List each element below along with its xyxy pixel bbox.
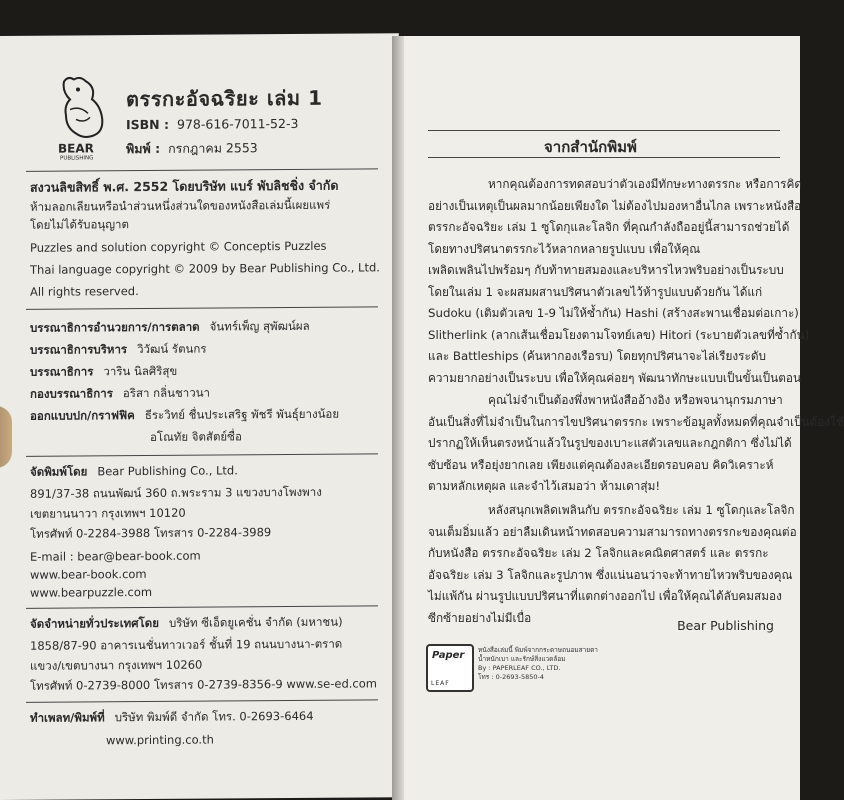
copyright-note-1: ห้ามลอกเลียนหรือนำส่วนหนึ่งส่วนใดของหนังสือเล่มนี้เผยแพร่	[30, 197, 331, 214]
address-1: 891/37-38 ถนนพัฒน์ 360 ถ.พระราม 3 แขวงบางโพงพาง	[30, 484, 322, 501]
staff-name: วิวัฒน์ รัตนกร	[137, 341, 207, 357]
puzzles-copyright: Puzzles and solution copyright © Conceptis Puzzles	[30, 238, 327, 255]
thumb	[0, 406, 12, 468]
staff-row	[30, 341, 207, 360]
paragraph-line: จนเต็มอิ่มแล้ว อย่าลืมเดินหน้าทดสอบความสามารถทางตรรกะของคุณต่อ	[428, 524, 797, 539]
print-value: กรกฎาคม 2553	[168, 140, 258, 156]
staff-row	[30, 406, 339, 426]
paper-note-line: โทร : 0-2693-5850-4	[478, 673, 544, 681]
printer-web: www.printing.co.th	[106, 732, 214, 748]
logo-subtext: PUBLISHING	[60, 155, 94, 162]
paperleaf-logo-bottom: LEAF	[431, 680, 450, 687]
divider	[26, 453, 378, 456]
paragraph-line: Sudoku (เติมตัวเลข 1-9 ไม่ให้ซ้ำกัน) Hashi (สร้างสะพานเชื่อมต่อเกาะ)	[428, 306, 799, 320]
web-2: www.bearpuzzle.com	[30, 584, 153, 600]
paper-note	[478, 646, 598, 682]
paragraph-3	[428, 500, 797, 629]
published-by: Bear Publishing Co., Ltd.	[97, 463, 238, 479]
staff-name: จันทร์เพ็ญ สุพัฒน์ผล	[209, 318, 310, 334]
paragraph-line: กับหนังสือ ตรรกะอัจฉริยะ เล่ม 2 โลจิกและคณิตศาสตร์ และ ตรรกะ	[428, 546, 769, 560]
signature: Bear Publishing	[677, 618, 774, 633]
copyright-note-2: โดยไม่ได้รับอนุญาต	[30, 217, 129, 232]
staff-role: กองบรรณาธิการ	[30, 386, 113, 401]
paragraph-line: อันเป็นสิ่งที่ไม่จำเป็นในการไขปริศนาตรรกะ เพราะข้อมูลทั้งหมดที่คุณจำเป็นต้องใช้	[428, 414, 844, 429]
dist-address-2: แขวง/เขตบางนา กรุงเทพฯ 10260	[30, 657, 203, 673]
right-page	[404, 36, 844, 800]
distributor-row	[30, 614, 343, 634]
paragraph-line: ตามหลักเหตุผล และจำไว้เสมอว่า ห้ามเดาสุ่ม!	[428, 479, 661, 493]
isbn-value: 978-616-7011-52-3	[177, 115, 299, 132]
web-1: www.bear-book.com	[30, 566, 147, 582]
paragraph-line: โดยในเล่ม 1 จะผสมผสานปริศนาตัวเลขไว้ห้ารูปแบบด้วยกัน ได้แก่	[428, 284, 763, 299]
staff-row	[30, 318, 310, 338]
divider	[26, 306, 378, 309]
paragraph-2	[428, 390, 844, 498]
staff-role: บรรณาธิการอำนวยการ/การตลาด	[30, 319, 200, 335]
paragraph-line: Slitherlink (ลากเส้นเชื่อมโยงตามโจทย์เลข) Hitori (ระบายตัวเลขที่ซ้ำกัน)	[428, 327, 810, 342]
rights: All rights reserved.	[30, 284, 139, 299]
paragraph-line: อัจฉริยะ เล่ม 3 โลจิกและรูปภาพ ซึ่งแน่นอนว่าจะท้าทายไหวพริบของคุณ	[428, 567, 793, 582]
paper-note-line: By : PAPERLEAF CO., LTD.	[478, 664, 561, 672]
paragraph-line: ซีกซ้ายอย่างไม่มีเบื่อ	[428, 610, 532, 625]
paragraph-line: ตรรกะอัจฉริยะ เล่ม 1 ซูโดกุและโลจิก ที่คุณกำลังถืออยู่นี้สามารถช่วยได้	[428, 220, 790, 234]
paperleaf-logo-top: Paper	[432, 650, 465, 661]
paragraph-line: ความยากอย่างเป็นระบบ เพื่อให้คุณค่อยๆ พัฒนาทักษะแบบเป็นขั้นเป็นตอน	[428, 370, 802, 385]
print-label: พิมพ์ :	[126, 140, 161, 157]
dist-phone: โทรศัพท์ 0-2739-8000 โทรสาร 0-2739-8356-9 www.se-ed.com	[30, 676, 377, 693]
paragraph-line: อย่างเป็นเหตุเป็นผลมากน้อยเพียงใด ไม่ต้องไปมองหาอื่นไกล เพราะหนังสือ	[428, 198, 802, 213]
distributor-label: จัดจำหน่ายทั่วประเทศโดย	[30, 615, 159, 631]
divider	[26, 605, 378, 608]
staff-name: วาริน นิลศิริสุข	[103, 363, 178, 379]
print-line	[126, 138, 258, 159]
paragraph-line: ปรากฏให้เห็นตรงหน้าแล้วในรูปของเบาะแสตัวเลขและกฎกติกา ซึ่งไม่ได้	[428, 436, 792, 450]
phone: โทรศัพท์ 0-2284-3988 โทรสาร 0-2284-3989	[30, 525, 272, 541]
staff-name: ธีระวิทย์ ชื่นประเสริฐ พัชรี พันธุ์ยางน้อย	[144, 406, 340, 422]
paper-note-line: หนังสือเล่มนี้ พิมพ์จากกระดาษถนอมสายตา	[478, 646, 598, 654]
paragraph-line: โดยทางปริศนาตรรกะไว้หลากหลายรูปแบบ เพื่อให้คุณ	[428, 241, 701, 256]
bear-icon	[56, 75, 110, 139]
printer: บริษัท พิมพ์ดี จำกัด โทร. 0-2693-6464	[114, 708, 314, 725]
staff-role: บรรณาธิการ	[30, 364, 94, 379]
paragraph-1	[428, 174, 810, 389]
printer-label: ทำเพลท/พิมพ์ที่	[30, 710, 105, 725]
publisher-row	[30, 462, 238, 481]
staff-name: อริสา กลิ่นชาวนา	[122, 385, 211, 401]
preface-heading-bar	[428, 130, 780, 158]
published-by-label: จัดพิมพ์โดย	[30, 464, 88, 479]
paragraph-line: เพลิดเพลินไปพร้อมๆ กับท้าทายสมองและบริหารไหวพริบอย่างเป็นระบบ	[428, 263, 784, 277]
paragraph-line: หากคุณต้องการทดสอบว่าตัวเองมีทักษะทางตรรกะ หรือการคิด	[488, 177, 802, 191]
thai-copyright: Thai language copyright © 2009 by Bear Publishing Co., Ltd.	[30, 260, 380, 277]
paragraph-line: ไม่แพ้กัน ผ่านรูปแบบปริศนาที่แตกต่างออกไป เพื่อให้คุณได้ลับคมสมอง	[428, 589, 782, 603]
logo-text: BEAR	[58, 141, 94, 156]
printer-row	[30, 708, 314, 728]
paragraph-line: คุณไม่จำเป็นต้องพึ่งพาหนังสืออ้างอิง หรือพจนานุกรมภาษา	[488, 393, 783, 407]
paragraph-line: และ Battleships (ค้นหากองเรือรบ) โดยทุกปริศนาจะไล่เรียงระดับ	[428, 349, 766, 363]
book-title: ตรรกะอัจฉริยะ เล่ม 1	[126, 85, 323, 112]
paragraph-line: ซับซ้อน หรือยุ่งยากเลย เพียงแต่คุณต้องละเอียดรอบคอบ คิดวิเคราะห์	[428, 457, 774, 472]
distributor: บริษัท ซีเอ็ดยูเคชั่น จำกัด (มหาชน)	[168, 614, 343, 630]
divider	[26, 699, 378, 702]
bear-logo	[56, 75, 110, 167]
divider	[26, 168, 378, 171]
paperleaf-logo	[426, 644, 474, 692]
staff-row	[30, 385, 210, 404]
dist-address-1: 1858/87-90 อาคารเนชั่นทาวเวอร์ ชั้นที่ 19 ถนนบางนา-ตราด	[30, 636, 343, 653]
staff-role: บรรณาธิการบริหาร	[30, 342, 128, 357]
isbn-line	[126, 116, 298, 132]
email: E-mail : bear@bear-book.com	[30, 548, 201, 564]
paper-note-line: น้ำหนักเบา และรักษ์สิ่งแวดล้อม	[478, 655, 566, 663]
address-2: เขตยานนาวา กรุงเทพฯ 10120	[30, 505, 186, 521]
copyright-line: สงวนลิขสิทธิ์ พ.ศ. 2552 โดยบริษัท แบร์ พับลิชชิ่ง จำกัด	[30, 177, 339, 195]
paragraph-line: หลังสนุกเพลิดเพลินกับ ตรรกะอัจฉริยะ เล่ม 1 ซูโดกุและโลจิก	[488, 503, 795, 517]
staff-name: อโณทัย จิตสัตย์ซื่อ	[150, 429, 242, 444]
staff-role: ออกแบบปก/กราฟฟิค	[30, 408, 135, 423]
isbn-label: ISBN :	[126, 116, 169, 133]
left-page	[0, 33, 399, 800]
staff-row	[30, 363, 177, 382]
preface-heading: จากสำนักพิมพ์	[544, 138, 637, 156]
